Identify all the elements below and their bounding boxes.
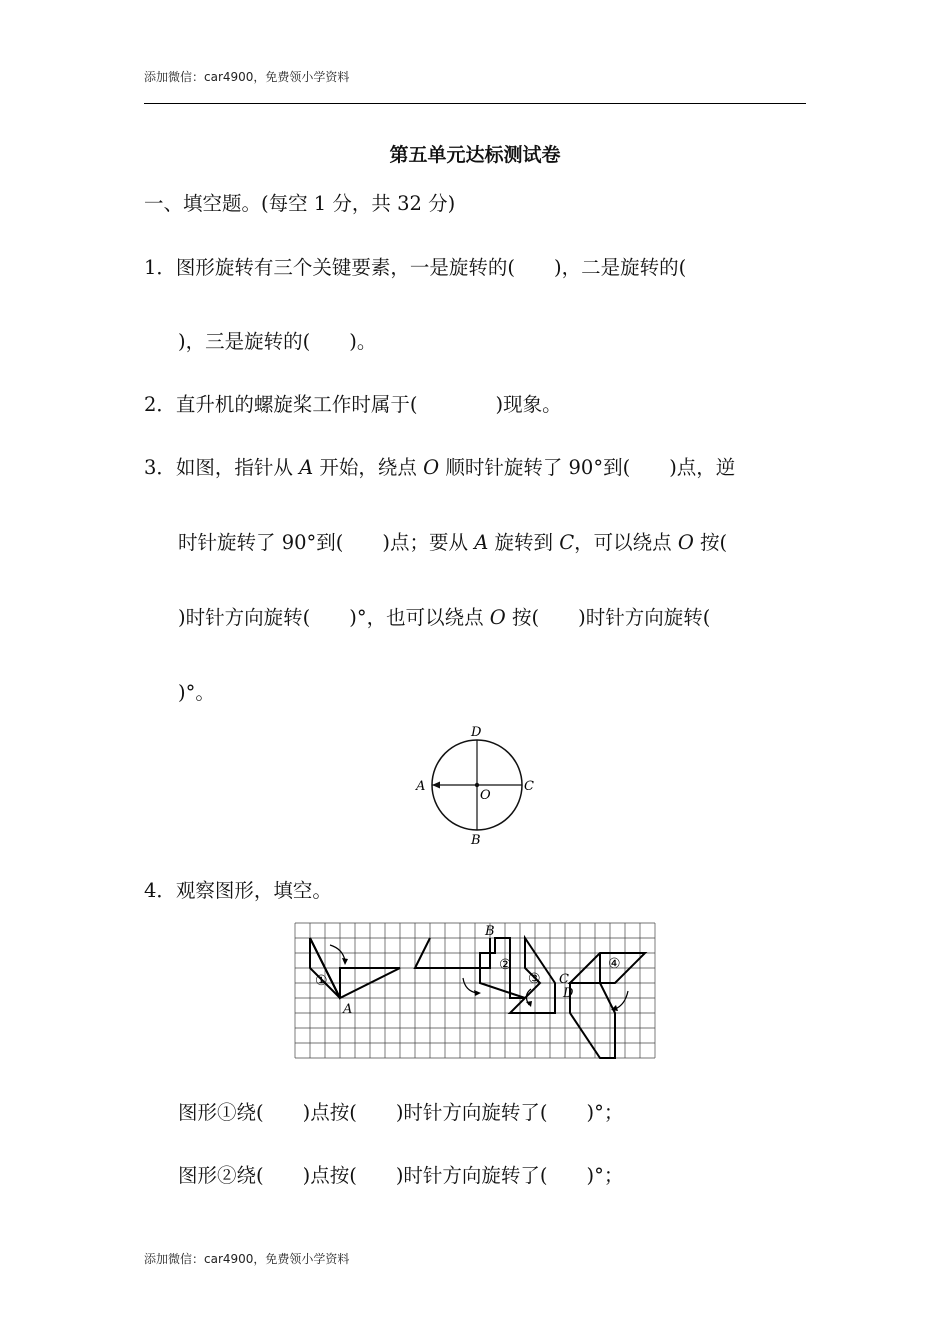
question-4-fill-2: 图形②绕( )点按( )时针方向旋转了( )°； [178,1164,624,1187]
question-number: 3． [144,456,176,479]
question-text: 直升机的螺旋桨工作时属于( )现象。 [175,393,562,416]
label-d: D [563,986,574,1001]
question-number: 2． [144,393,176,416]
question-number: 4． [144,879,176,902]
label-o: O [480,788,491,803]
var-o: O [677,531,694,554]
question-3-line-4: )°。 [178,681,215,704]
question-1 [144,252,686,280]
page-title: 第五单元达标测试卷 [389,144,561,166]
label-d: D [471,725,482,740]
header-note: 添加微信：car4900，免费领小学资料 [144,70,350,84]
var-o: O [489,606,506,629]
footer-note: 添加微信：car4900，免费领小学资料 [144,1252,350,1266]
question-3-line-2 [178,527,727,555]
question-2 [144,389,562,417]
rotation-grid-figure [290,918,662,1070]
label-a: A [343,1002,353,1017]
label-4: ④ [608,956,621,972]
section-heading: 一、填空题。(每空 1 分，共 32 分) [144,192,456,215]
question-number: 1． [144,256,176,279]
text-run: 如图，指针从 [175,456,300,479]
label-3: ③ [528,971,541,987]
arrow-3-head [526,1001,532,1007]
var-o: O [423,456,440,479]
arrow-4 [615,991,628,1009]
var-a: A [474,531,489,554]
arrow-1-head [342,958,348,965]
text-run: 开始，绕点 [313,456,424,479]
arrow-2-head [474,990,481,996]
text-run: )时针方向旋转( )°，也可以绕点 [178,606,490,629]
pointer-arrowhead [432,782,440,789]
text-run: ，可以绕点 [574,531,678,554]
question-4-fill-1: 图形①绕( )点按( )时针方向旋转了( )°； [178,1101,624,1124]
question-3 [144,452,735,480]
shape-4-rotated [570,983,615,1058]
text-run: 旋转到 [488,531,560,554]
label-a: A [416,779,426,794]
label-c: C [524,779,534,794]
var-a: A [299,456,314,479]
label-c: C [559,972,569,987]
text-run: 按( )时针方向旋转( [505,606,711,629]
question-text: 观察图形，填空。 [175,879,332,902]
text-run: 时针旋转了 90°到( )点；要从 [178,531,475,554]
label-1: ① [315,973,328,989]
question-4 [144,875,332,903]
question-1-line-2: )，三是旋转的( )。 [178,330,377,353]
circle-pointer-figure [410,722,540,847]
center-dot [475,783,479,787]
question-3-line-3 [178,602,710,630]
text-run: 按( [693,531,728,554]
text-run: 顺时针旋转了 90°到( )点，逆 [439,456,736,479]
question-text: 图形旋转有三个关键要素，一是旋转的( )，二是旋转的( [175,256,687,279]
label-b: B [485,924,495,939]
label-2: ② [499,957,512,973]
var-c: C [559,531,575,554]
label-b: B [471,833,481,847]
header-divider [144,103,806,104]
